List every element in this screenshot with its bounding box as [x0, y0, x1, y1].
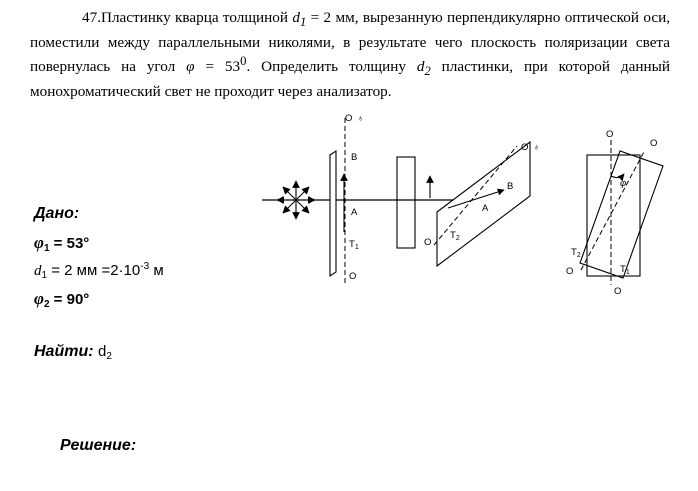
label-o-top-left: O — [345, 113, 353, 124]
d2-symbol: $d_2$ — [416, 58, 431, 79]
label-o-right: O — [521, 142, 529, 153]
label-o-top1-far: O — [606, 129, 614, 140]
label-a-right: A — [482, 203, 489, 214]
polarizer-plate — [330, 118, 345, 285]
label-phi-far: φ — [620, 178, 627, 189]
label-t1-left: $T_1$ — [349, 239, 359, 251]
quartz-plate — [397, 157, 415, 248]
label-t2-right: $T_2$ — [450, 230, 460, 242]
eye-icon-left: ♁ — [357, 113, 365, 124]
given-d1: $d_1 = 2$ мм $=2\cdot 10^{-3}$ м — [34, 261, 164, 281]
problem-number: 47. — [82, 9, 101, 26]
degree-sup: 0 — [240, 54, 247, 69]
label-o-bottom-left: O — [349, 271, 357, 282]
label-b-left: B — [351, 152, 358, 163]
unpolarized-light-icon — [277, 181, 315, 219]
label-o-top2-far: O — [650, 138, 658, 149]
label-b-right: B — [507, 181, 514, 192]
find-section — [34, 343, 112, 362]
problem-text-4: пластинки, при которой данный монохроматический свет не проходит через анализатор. — [30, 58, 670, 100]
phi-symbol: φ — [186, 58, 195, 76]
label-o-left-far: O — [566, 266, 574, 277]
label-o-bottom-far: O — [614, 286, 622, 297]
label-a-left: A — [351, 207, 358, 218]
label-t1-far: $T_1$ — [620, 264, 630, 276]
problem-text-2: = 2 мм, вырезанную перпендикулярно оптической оси, поместили между параллельными николями, в результате чего плоскость поляризации света повернулась на угол — [30, 9, 670, 76]
given-phi1: $\varphi_1 = 53^\circ$ — [34, 233, 90, 254]
problem-text-1: Пластинку кварца толщиной — [100, 9, 293, 26]
angle-value: = 53 — [194, 58, 241, 76]
d1-symbol: $d_1$ — [292, 9, 307, 30]
given-heading: Дано: — [34, 205, 80, 222]
label-t2-far: $T_2$ — [571, 247, 581, 259]
eye-icon-right: ♁ — [533, 142, 541, 153]
solution-heading: Решение: — [60, 437, 137, 454]
given-phi2: $\varphi_2 = 90^\circ$ — [34, 289, 90, 310]
label-o-bottom-right: O — [424, 237, 432, 248]
find-var: $d_2$ — [98, 343, 112, 362]
find-heading: Найти: — [34, 343, 94, 360]
problem-text-3: . Определить толщину — [246, 58, 417, 76]
